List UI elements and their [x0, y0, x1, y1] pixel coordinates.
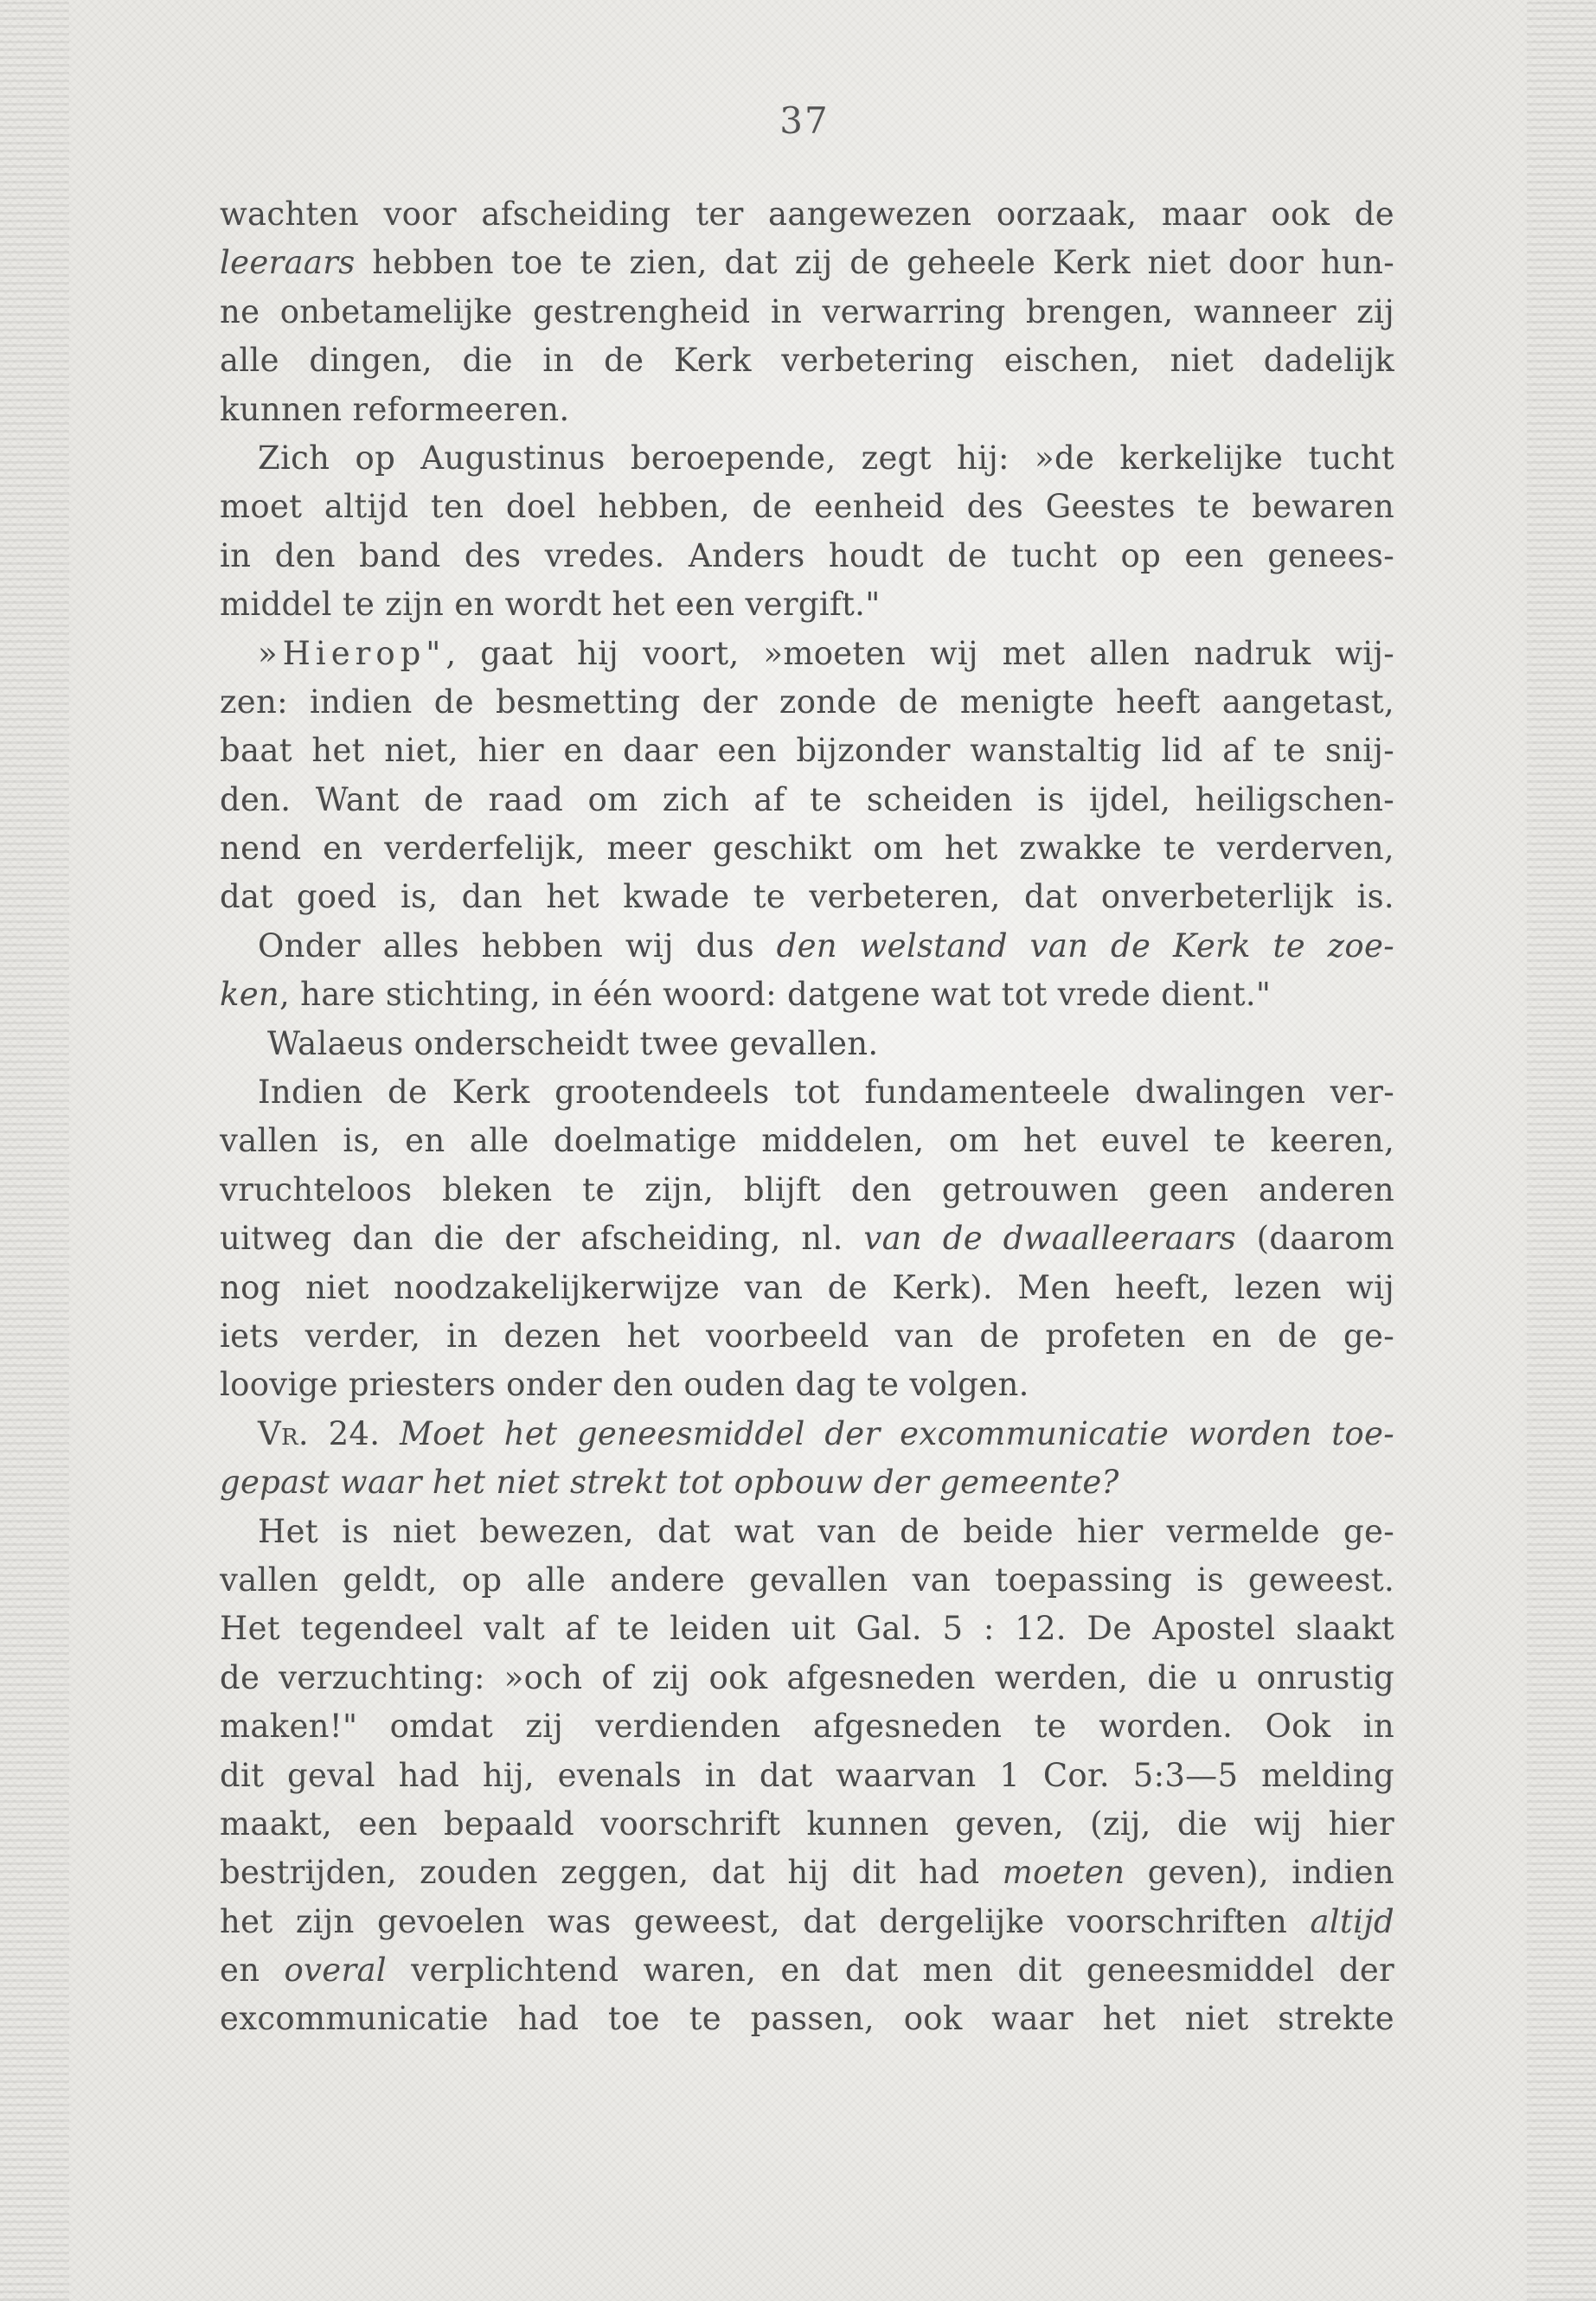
text-line: moet altijd ten doel hebben, de eenheid des Geestes te bewaren — [220, 488, 1394, 526]
text-line: middel te zijn en wordt het een vergift." — [220, 586, 881, 624]
text-line: Indien de Kerk grootendeels tot fundamenteele dwalingen ver- — [258, 1074, 1394, 1112]
text-line: baat het niet, hier en daar een bijzonder wanstaltig lid af te snij- — [220, 732, 1394, 770]
text-line: de verzuchting: »och of zij ook afgesneden werden, die u onrustig — [220, 1658, 1394, 1696]
text-line: kunnen reformeeren. — [220, 390, 570, 428]
page-number: 37 — [779, 99, 830, 142]
text-line: ken, hare stichting, in één woord: datgene wat tot vrede dient." — [220, 976, 1272, 1014]
page-edge-right — [1527, 0, 1596, 2301]
text-line: iets verder, in dezen het voorbeeld van de profeten en de ge- — [220, 1317, 1394, 1355]
question-line: Vr. 24. Moet het geneesmiddel der excommunicatie worden toe- — [258, 1414, 1394, 1452]
text-line: maken!" omdat zij verdienden afgesneden te worden. Ook in — [220, 1708, 1394, 1746]
text-line: ne onbetamelijke gestrengheid in verwarring brengen, wanneer zij — [220, 292, 1394, 330]
text-line: den. Want de raad om zich af te scheiden is ijdel, heiligschen- — [220, 780, 1394, 818]
text-line: Het is niet bewezen, dat wat van de beide hier vermelde ge- — [258, 1512, 1394, 1550]
text-line: dit geval had hij, evenals in dat waarvan 1 Cor. 5:3—5 melding — [220, 1756, 1394, 1794]
text-line: alle dingen, die in de Kerk verbetering eischen, niet dadelijk — [220, 342, 1394, 380]
page-edge-left — [0, 0, 69, 2301]
text-line: vallen is, en alle doelmatige middelen, om het euvel te keeren, — [220, 1122, 1394, 1160]
text-line: »Hierop", gaat hij voort, »moeten wij met allen nadruk wij- — [258, 634, 1394, 672]
text-line: het zijn gevoelen was geweest, dat dergelijke voorschriften altijd — [220, 1902, 1394, 1940]
text-line: bestrijden, zouden zeggen, dat hij dit had moeten geven), indien — [220, 1854, 1394, 1892]
text-line: Zich op Augustinus beroepende, zegt hij: »de kerkelijke tucht — [258, 439, 1394, 477]
question-line: gepast waar het niet strekt tot opbouw der gemeente? — [220, 1464, 1119, 1502]
text-line: uitweg dan die der afscheiding, nl. van de dwaalleeraars (daarom — [220, 1220, 1395, 1258]
text-line: vallen geldt, op alle andere gevallen van toepassing is geweest. — [220, 1561, 1394, 1599]
text-line: Het tegendeel valt af te leiden uit Gal. 5 : 12. De Apostel slaakt — [220, 1610, 1394, 1648]
text-line: vruchteloos bleken te zijn, blijft den getrouwen geen anderen — [220, 1170, 1394, 1208]
text-line: maakt, een bepaald voorschrift kunnen geven, (zij, die wij hier — [220, 1804, 1394, 1843]
text-line: Onder alles hebben wij dus den welstand van de Kerk te zoe- — [258, 926, 1394, 965]
text-line: in den band des vredes. Anders houdt de tucht op een genees- — [220, 536, 1394, 574]
text-line: en overal verplichtend waren, en dat men dit geneesmiddel der — [220, 1952, 1394, 1990]
text-line: leeraars hebben toe te zien, dat zij de geheele Kerk niet door hun- — [220, 244, 1394, 282]
text-line: excommunicatie had toe te passen, ook waar het niet strekte — [220, 2000, 1394, 2038]
text-line: nog niet noodzakelijkerwijze van de Kerk). Men heeft, lezen wij — [220, 1268, 1394, 1306]
text-line: zen: indien de besmetting der zonde de menigte heeft aangetast, — [220, 683, 1394, 721]
text-line: Walaeus onderscheidt twee gevallen. — [267, 1024, 879, 1062]
text-line: dat goed is, dan het kwade te verbeteren, dat onverbeterlijk is. — [220, 878, 1394, 916]
body-text — [220, 190, 1394, 2044]
text-line: wachten voor afscheiding ter aangewezen oorzaak, maar ook de — [220, 195, 1394, 233]
text-line: nend en verderfelijk, meer geschikt om het zwakke te verderven, — [220, 830, 1394, 868]
text-line: loovige priesters onder den ouden dag te volgen. — [220, 1366, 1029, 1404]
